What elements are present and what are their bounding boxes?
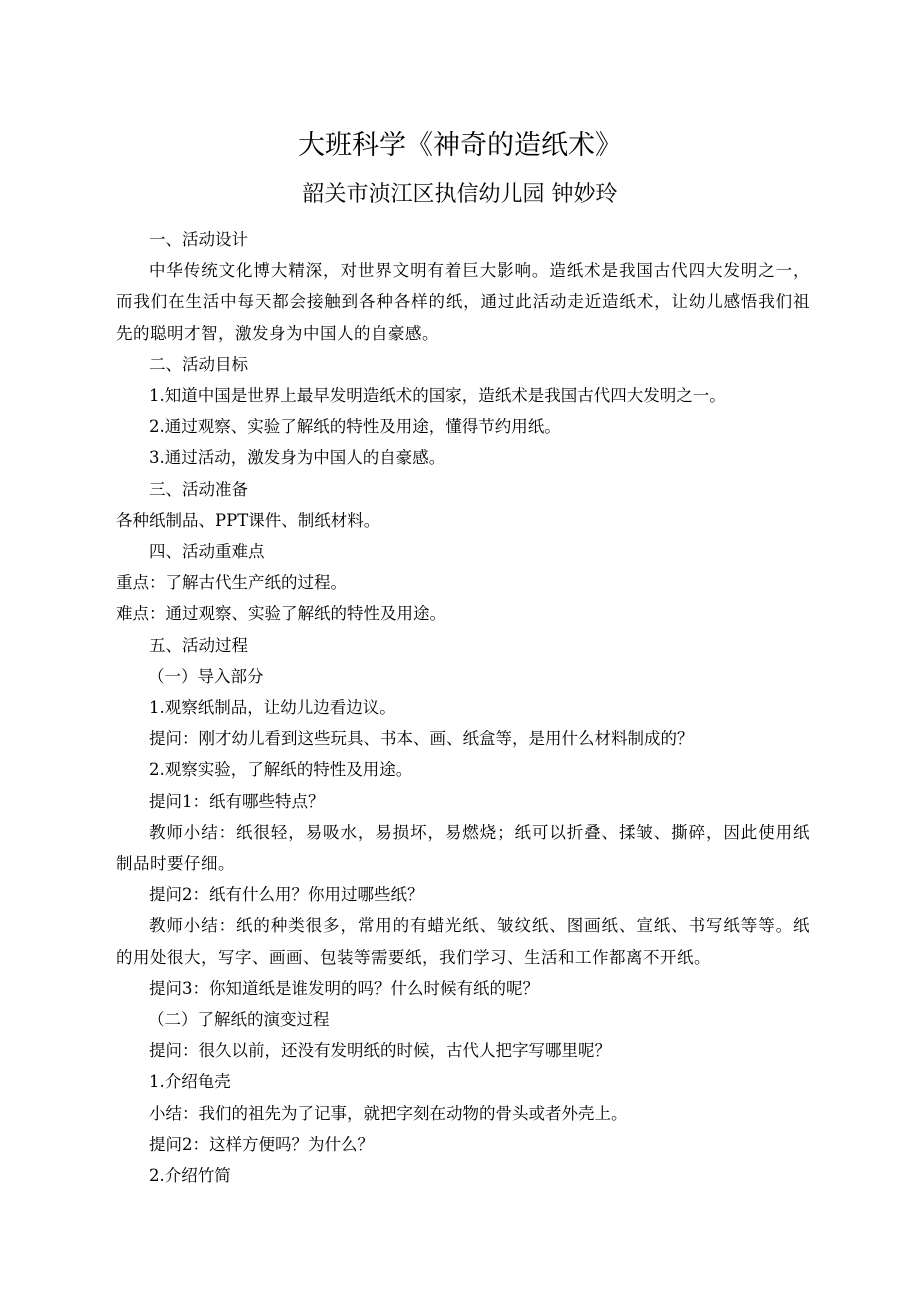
paragraph: 提问：很久以前，还没有发明纸的时候，古代人把字写哪里呢？: [149, 1041, 611, 1061]
paragraph: 教师小结：纸很轻，易吸水，易损坏，易燃烧；纸可以折叠、揉皱、撕碎，因此使用纸制品时要仔细。: [116, 822, 810, 874]
paragraph: 中华传统文化博大精深，对世界文明有着巨大影响。造纸术是我国古代四大发明之一，而我们在生活中每天都会接触到各种各样的纸，通过此活动走近造纸术，让幼儿感悟我们祖先的聪明才智，激发身为中国人的自豪感。: [116, 261, 810, 343]
paragraph: 各种纸制品、PPT课件、制纸材料。: [116, 510, 381, 530]
paragraph: 难点：通过观察、实验了解纸的特性及用途。: [116, 604, 446, 624]
paragraph: 提问：刚才幼儿看到这些玩具、书本、画、纸盒等，是用什么材料制成的？: [149, 729, 694, 749]
subsection-heading: （一）导入部分: [148, 666, 264, 686]
document-subtitle: 韶关市浈江区执信幼儿园 钟妙玲: [302, 182, 618, 207]
section-heading: 三、活动准备: [149, 479, 248, 499]
section-heading: 二、活动目标: [149, 354, 248, 374]
list-item: 1.观察纸制品，让幼儿边看边议。: [149, 698, 396, 718]
document-body: [116, 224, 810, 1191]
document-title: 大班科学《神奇的造纸术》: [298, 130, 622, 161]
paragraph: 教师小结：纸的种类很多，常用的有蜡光纸、皱纹纸、图画纸、宣纸、书写纸等等。纸的用处很大，写字、画画、包装等需要纸，我们学习、生活和工作都离不开纸。: [116, 916, 810, 967]
list-item: 2.通过观察、实验了解纸的特性及用途，懂得节约用纸。: [149, 417, 561, 437]
paragraph: 提问2：这样方便吗？为什么？: [149, 1134, 374, 1154]
section-heading: 一、活动设计: [149, 230, 248, 249]
paragraph: 提问3：你知道纸是谁发明的吗？什么时候有纸的呢？: [149, 978, 539, 998]
section-heading: 四、活动重难点: [149, 542, 265, 562]
list-item: 2.介绍竹简: [149, 1166, 231, 1186]
subsection-heading: （二）了解纸的演变过程: [148, 1010, 330, 1030]
list-item: 1.介绍龟壳: [149, 1072, 231, 1092]
paragraph: 提问2：纸有什么用？你用过哪些纸？: [149, 885, 424, 905]
list-item: 1.知道中国是世界上最早发明造纸术的国家，造纸术是我国古代四大发明之一。: [149, 386, 726, 406]
list-item: 2.观察实验，了解纸的特性及用途。: [149, 760, 413, 780]
paragraph: 小结：我们的祖先为了记事，就把字刻在动物的骨头或者外壳上。: [149, 1103, 628, 1123]
section-heading: 五、活动过程: [149, 635, 248, 655]
paragraph: 重点：了解古代生产纸的过程。: [116, 573, 347, 593]
list-item: 3.通过活动，激发身为中国人的自豪感。: [149, 448, 446, 468]
paragraph: 提问1：纸有哪些特点？: [149, 791, 325, 811]
